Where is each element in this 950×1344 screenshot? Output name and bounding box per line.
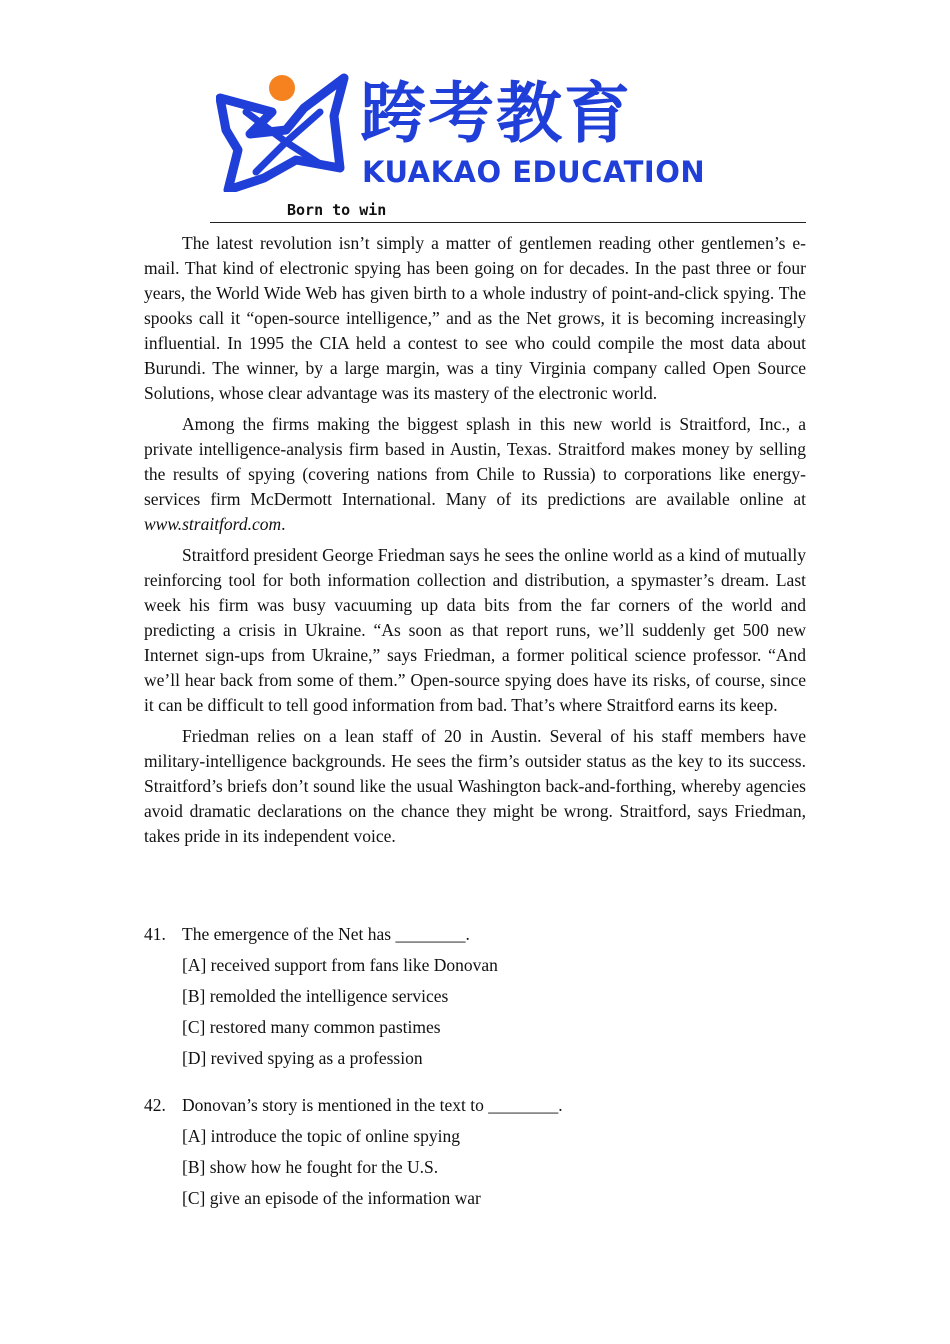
page-header [210, 72, 806, 224]
paragraph [144, 412, 806, 537]
question-stem [144, 1093, 806, 1118]
option-c: [C] give an episode of the information war [182, 1188, 481, 1208]
question-text: The emergence of the Net has ________. [182, 924, 470, 944]
question-42 [144, 1093, 806, 1211]
question-stem [144, 922, 806, 947]
option-a: [A] introduce the topic of online spying [182, 1126, 460, 1146]
question-number: 41. [144, 924, 166, 944]
option-b: [B] remolded the intelligence services [182, 986, 449, 1006]
option-b: [B] show how he fought for the U.S. [182, 1157, 439, 1177]
website-url: www.straitford.com [144, 514, 282, 534]
passage [144, 231, 806, 855]
option-d: [D] revived spying as a profession [182, 1048, 423, 1068]
tagline: Born to win [287, 201, 387, 219]
question-41 [144, 922, 806, 1071]
question-text: Donovan’s story is mentioned in the text to ________. [182, 1095, 563, 1115]
question-number: 42. [144, 1095, 166, 1115]
question-list [144, 922, 806, 1233]
header-divider [210, 222, 806, 223]
paragraph-end: . [281, 514, 286, 534]
paragraph: The latest revolution isn’t simply a matter of gentlemen reading other gentlemen’s e-mail. That kind of electronic spying has been going on for decades. In the past three or four years, the World Wide Web has given birth to a whole industry of point-and-click spying. The spooks call it “open-source intelligence,” and as the Net grows, it is becoming increasingly influential. In 1995 the CIA held a contest to see who could compile the most data about Burundi. The winner, by a large margin, was a tiny Virginia company called Open Source Solutions, whose clear advantage was its mastery of the electronic world. [144, 233, 806, 403]
paragraph: Straitford president George Friedman says he sees the online world as a kind of mutually reinforcing tool for both information collection and distribution, a spymaster’s dream. Last week his firm was busy vacuuming up data bits from the far corners of the world and predicting a crisis in Ukraine. “As soon as that report runs, we’ll suddenly get 500 new Internet sign-ups from Ukraine,” says Friedman, a former political science professor. “And we’ll hear back from some of them.” Open-source spying does have its risks, of course, since it can be difficult to tell good information from bad. That’s where Straitford earns its keep. [144, 545, 806, 715]
brand-name-en: KUAKAO EDUCATION [362, 155, 706, 189]
kuakao-logo-icon [216, 72, 356, 192]
option-a: [A] received support from fans like Donovan [182, 955, 498, 975]
paragraph: Friedman relies on a lean staff of 20 in Austin. Several of his staff members have military-intelligence backgrounds. He sees the firm’s outsider status as the key to its success. Straitford’s briefs don’t sound like the usual Washington back-and-forthing, whereby agencies avoid dramatic declarations on the chance they might be wrong. Straitford, says Friedman, takes pride in its independent voice. [144, 726, 806, 846]
brand-name-cn: 跨考教育 [360, 75, 632, 152]
paragraph-text: Among the firms making the biggest splash in this new world is Straitford, Inc., a private intelligence-analysis firm based in Austin, Texas. Straitford makes money by selling the results of spying (covering nations from Chile to Russia) to corporations like energy-services firm McDermott International. Many of its predictions are available online at [144, 414, 806, 509]
option-c: [C] restored many common pastimes [182, 1017, 441, 1037]
